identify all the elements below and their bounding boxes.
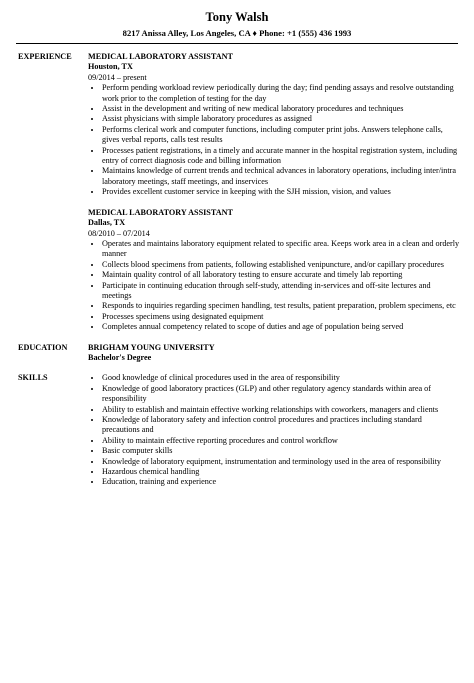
education-section [18, 343, 460, 364]
job-entry [88, 208, 460, 333]
job-bullet: • Operates and maintains laboratory equipment related to specific area. Keeps work area in a clean and orderly manner [102, 239, 460, 260]
degree: Bachelor's Degree [88, 352, 152, 362]
skill-item: • Good knowledge of clinical procedures used in the area of responsibility [102, 373, 460, 383]
job-bullet: • Processes patient registrations, in a timely and accurate manner in the hospital registration system, including entry of correct diagnosis code and billing information [102, 146, 460, 167]
job-location: Houston, TX [88, 62, 133, 72]
job-bullets [88, 83, 460, 197]
job-entry [88, 52, 460, 198]
job-title: MEDICAL LABORATORY ASSISTANT [88, 207, 233, 217]
skill-item: • Knowledge of good laboratory practices (GLP) and other regulatory agency standards within area of responsibility [102, 384, 460, 405]
skill-item: • Knowledge of laboratory safety and infection control procedures and practices including standard precautions and [102, 415, 460, 436]
job-dates: 09/2014 – present [88, 72, 147, 82]
experience-body [88, 52, 460, 333]
job-bullet: • Perform pending workload review periodically during the day; find pending assays and resolve outstanding work prior to the completion of testing for the day [102, 83, 460, 104]
job-title: MEDICAL LABORATORY ASSISTANT [88, 52, 233, 61]
resume-header [0, 0, 474, 39]
education-body [88, 343, 460, 364]
job-bullet: • Maintain quality control of all laboratory testing to ensure accurate and timely lab reporting [102, 270, 460, 280]
job-bullet: • Responds to inquiries regarding specimen handling, test results, patient preparation, problem specimens, etc [102, 301, 460, 311]
job-bullet: • Assist in the development and writing of new medical laboratory procedures and techniques [102, 104, 460, 114]
job-bullet: • Assist physicians with simple laboratory procedures as assigned [102, 114, 460, 124]
school-name: BRIGHAM YOUNG UNIVERSITY [88, 342, 215, 352]
skills-list [88, 373, 460, 487]
header-divider [16, 43, 458, 44]
job-bullet: • Provides excellent customer service in keeping with the SJH mission, vision, and values [102, 187, 460, 197]
job-bullet: • Maintains knowledge of current trends and technical advances in laboratory operations, including inter/intra laboratory meetings, staff meetings, and inservices [102, 166, 460, 187]
skills-body [88, 373, 460, 487]
experience-section [18, 52, 460, 333]
candidate-name: Tony Walsh [205, 10, 269, 24]
skill-item: • Basic computer skills [102, 446, 460, 456]
experience-heading: EXPERIENCE [18, 52, 72, 61]
job-bullets [88, 239, 460, 333]
job-location: Dallas, TX [88, 218, 126, 228]
skills-section [18, 373, 460, 487]
education-heading: EDUCATION [18, 342, 68, 352]
skill-item: • Knowledge of laboratory equipment, instrumentation and terminology used in the area of responsibility [102, 457, 460, 467]
skill-item: • Education, training and experience [102, 477, 460, 487]
job-bullet: • Completes annual competency related to scope of duties and age of population being served [102, 322, 460, 332]
skill-item: • Ability to establish and maintain effective working relationships with coworkers, managers and clients [102, 405, 460, 415]
skill-item: • Hazardous chemical handling [102, 467, 460, 477]
job-dates: 08/2010 – 07/2014 [88, 228, 150, 238]
skill-item: • Ability to maintain effective reporting procedures and control workflow [102, 436, 460, 446]
job-bullet: • Participate in continuing education through self-study, attending in-services and off-site lectures and meetings [102, 281, 460, 302]
skills-heading: SKILLS [18, 373, 48, 383]
job-bullet: • Performs clerical work and computer functions, including computer print jobs. Answers telephone calls, gives verbal reports, calls test results [102, 125, 460, 146]
job-bullet: • Collects blood specimens from patients, following established venipuncture, and/or capillary procedures [102, 260, 460, 270]
job-bullet: • Processes specimens using designated equipment [102, 312, 460, 322]
contact-line: 8217 Anissa Alley, Los Angeles, CA ♦ Phone: +1 (555) 436 1993 [122, 28, 352, 38]
